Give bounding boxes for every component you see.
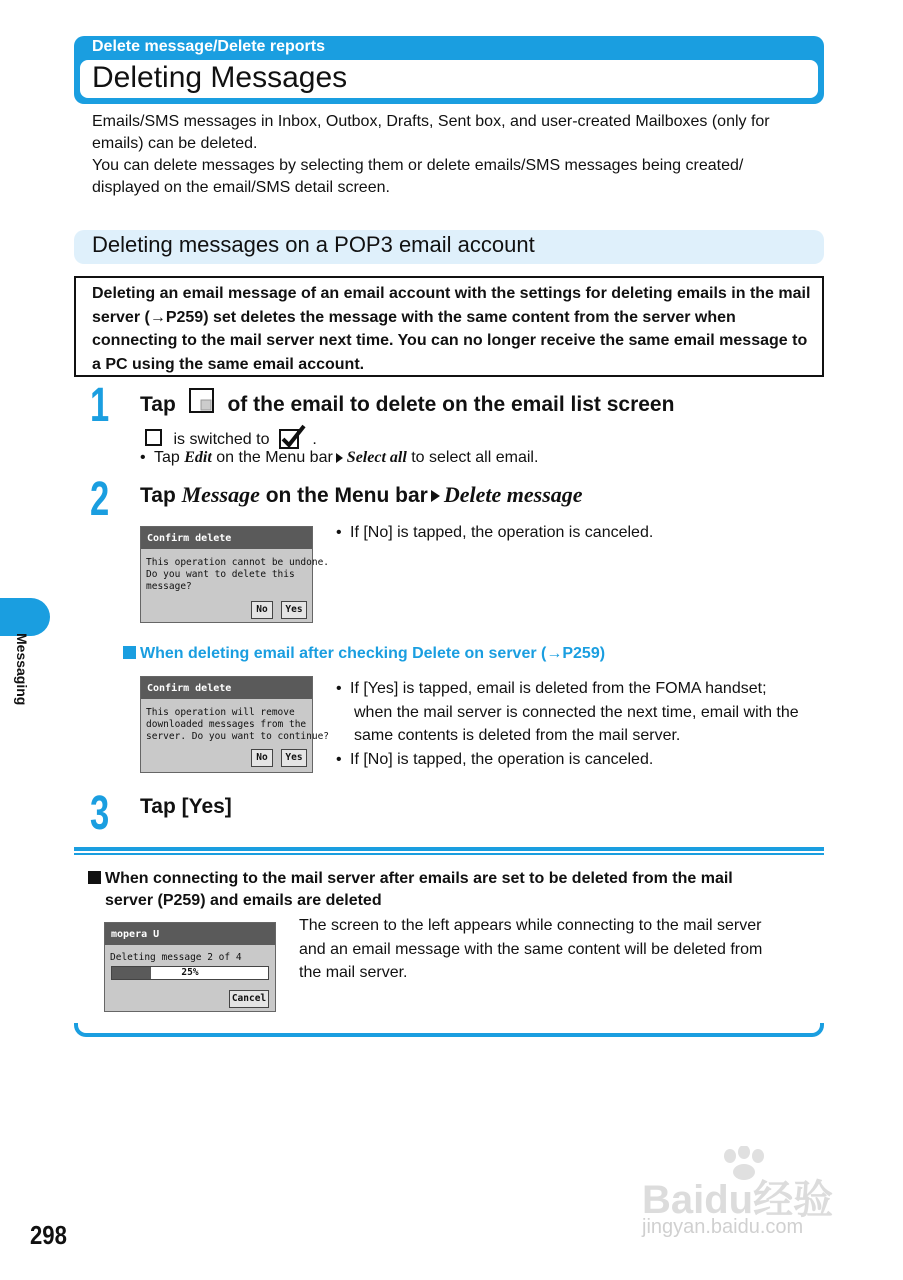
menu-message: Message (181, 482, 260, 507)
step-number-2: 2 (90, 473, 110, 526)
step2-bullet-1: • If [No] is tapped, the operation is canceled. (336, 524, 654, 541)
dialog-title: Confirm delete (141, 677, 312, 699)
menu-delete-message: Delete message (443, 482, 583, 507)
page-title: Deleting Messages (92, 61, 348, 94)
square-bullet-icon (88, 871, 101, 884)
info-text-line: the mail server. (299, 964, 408, 981)
intro-line: Emails/SMS messages in Inbox, Outbox, Drafts, Sent box, and user-created Mailboxes (only for (92, 113, 770, 130)
section-title: Deleting messages on a POP3 email account (92, 232, 535, 257)
step2-title-b: on the Menu bar (265, 484, 428, 507)
cancel-button[interactable]: Cancel (229, 990, 269, 1008)
progress-status: Deleting message 2 of 4 (110, 952, 242, 963)
menu-select-all: Select all (346, 449, 407, 466)
step1-bullet: • Tap Edit on the Menu bar Select all to select all email. (140, 449, 539, 466)
header-subtitle: Delete message/Delete reports (92, 38, 325, 55)
chapter-header (74, 36, 824, 104)
chapter-side-label (12, 633, 52, 733)
intro-line: You can delete messages by selecting them or delete emails/SMS messages being created/ (92, 157, 744, 174)
watermark (640, 1150, 860, 1250)
info-text-line: The screen to the left appears while connecting to the mail server (299, 917, 762, 934)
bullet-text: Tap (154, 449, 180, 466)
checkbox-icon (188, 388, 216, 414)
dialog-message: This operation cannot be undone. Do you want to delete this message? (146, 557, 330, 592)
yes-button[interactable]: Yes (281, 601, 307, 619)
step-number-1: 1 (90, 379, 110, 432)
header-title-box (80, 60, 818, 98)
chapter-side-tab (0, 598, 50, 636)
step3-title: Tap [Yes] (140, 795, 232, 818)
bullet-text: same contents is deleted from the mail server. (354, 727, 681, 744)
switch-text-a: is switched to (173, 431, 270, 448)
bullet-text: If [No] is tapped, the operation is canceled. (350, 524, 654, 541)
confirm-delete-server-dialog (140, 676, 330, 773)
page-number: 298 (30, 1220, 67, 1250)
watermark-logo: Baidu经验 (642, 1178, 834, 1222)
yes-button[interactable]: Yes (281, 749, 307, 767)
note-box (74, 276, 824, 377)
divider (74, 853, 824, 855)
square-bullet-icon (123, 646, 136, 659)
subheading (123, 645, 605, 663)
dialog-title: Confirm delete (141, 527, 312, 549)
info-heading-line: When connecting to the mail server after emails are set to be deleted from the mail (105, 870, 733, 887)
step2-title-a: Tap (140, 484, 176, 507)
bullet-text: on the Menu bar (216, 449, 333, 466)
progress-bar (111, 966, 269, 980)
intro-line: emails) can be deleted. (92, 135, 258, 152)
step2-bullet-2: • If [Yes] is tapped, email is deleted from the FOMA handset; when the mail server is connected the next time, email with the same contents is deleted from the mail server. • If [No] is tapped, the operation is canceled. (336, 677, 826, 771)
deleting-progress-dialog (104, 922, 276, 1012)
info-text (299, 914, 762, 985)
bullet-text: If [No] is tapped, the operation is canceled. (350, 750, 654, 768)
menu-edit: Edit (184, 449, 212, 466)
info-box-bottom-border (74, 1023, 824, 1037)
bullet-text: If [Yes] is tapped, email is deleted from the FOMA handset; (350, 680, 767, 697)
arrow-right-icon (431, 490, 440, 502)
empty-checkbox-icon (145, 429, 163, 447)
watermark-url: jingyan.baidu.com (642, 1216, 804, 1238)
step1-title (140, 388, 840, 417)
progress-label: 25% (181, 967, 199, 978)
no-button[interactable]: No (251, 601, 273, 619)
confirm-delete-dialog (140, 526, 330, 623)
dialog-message: This operation will remove downloaded messages from the server. Do you want to continue? (146, 707, 330, 742)
arrow-right-icon (336, 453, 343, 463)
side-label-text: Messaging (14, 633, 30, 706)
info-heading (88, 868, 733, 912)
bullet-text: to select all email. (411, 449, 539, 466)
dialog-title: mopera U (105, 923, 275, 945)
step-number-3: 3 (90, 787, 110, 840)
step1-title-a: Tap (140, 393, 176, 416)
bullet-text: when the mail server is connected the next time, email with the (354, 703, 799, 721)
section-heading (74, 230, 824, 264)
intro-paragraph (92, 111, 832, 199)
no-button[interactable]: No (251, 749, 273, 767)
info-box (74, 847, 824, 1038)
subheading-text: When deleting email after checking Delete on server (→P259) (140, 645, 606, 662)
info-text-line: and an email message with the same content will be deleted from (299, 940, 763, 958)
intro-line: displayed on the email/SMS detail screen. (92, 179, 390, 196)
info-heading-line: server (P259) and emails are deleted (105, 892, 382, 909)
divider (74, 847, 824, 851)
note-text: Deleting an email message of an email account with the settings for deleting emails in the mail server (→P259) set deletes the message with the same content from the server when connecting to the mail server next time. You can no longer receive the same email message to a PC using the same email account. (92, 285, 811, 373)
step2-title (140, 482, 583, 508)
step1-title-b: of the email to delete on the email list screen (227, 393, 675, 416)
switch-text-b: . (312, 431, 317, 448)
